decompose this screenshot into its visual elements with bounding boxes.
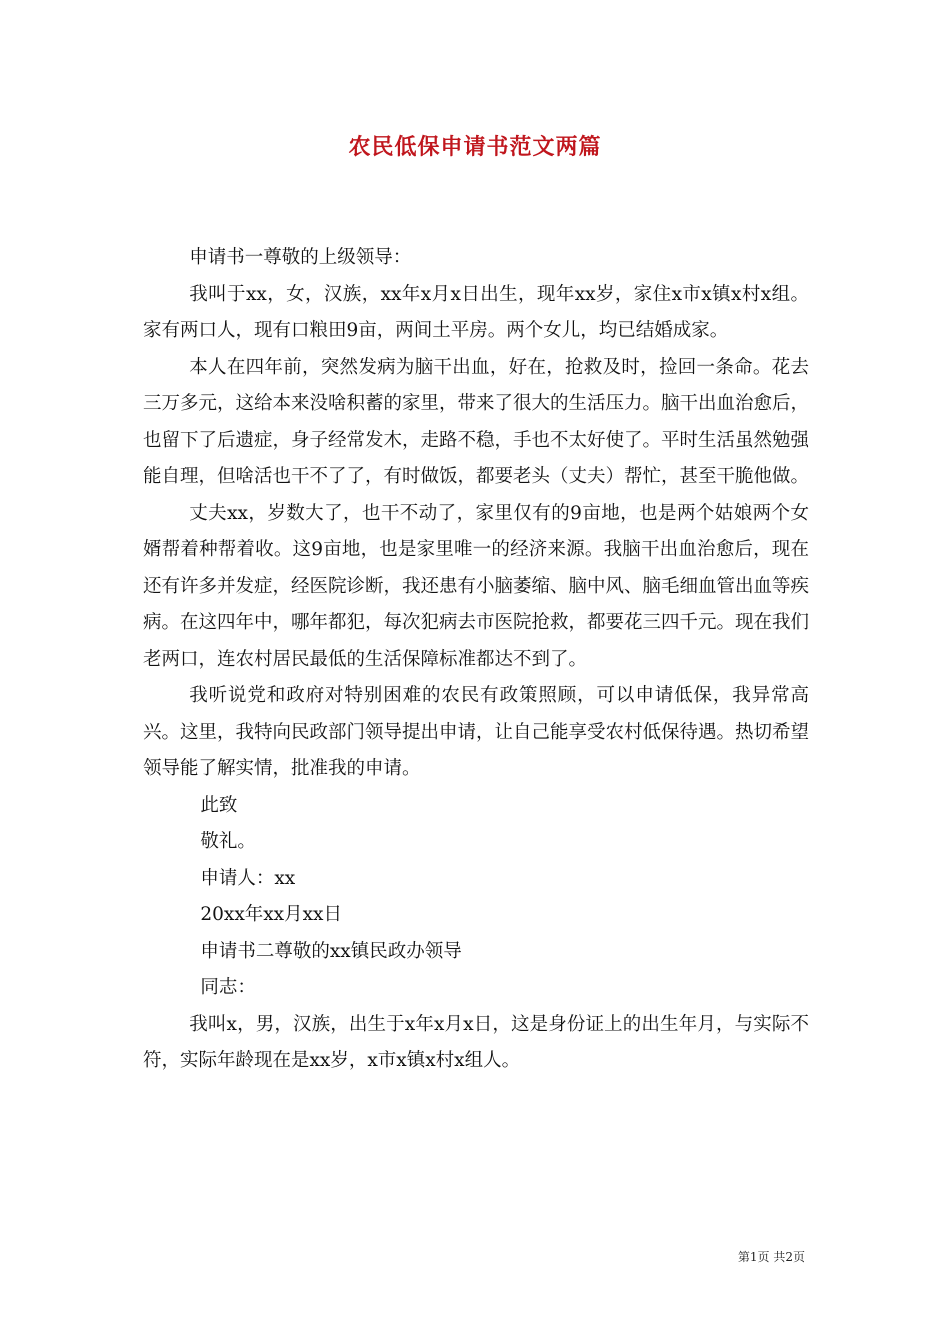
paragraph-1: 我叫于xx，女，汉族，xx年x月x日出生，现年xx岁，家住x市x镇x村x组。家有两口人，现有口粮田9亩，两间土平房。两个女儿，均已结婚成家。 xyxy=(143,283,809,341)
second-letter-paragraph-1: 我叫x，男，汉族，出生于x年x月x日，这是身份证上的出生年月，与实际不符，实际年龄现在是xx岁，x市x镇x村x组人。 xyxy=(143,1013,809,1071)
closing-jingli: 敬礼。 xyxy=(200,831,256,852)
paragraph-2: 本人在四年前，突然发病为脑干出血，好在，抢救及时，捡回一条命。花去三万多元，这给本来没啥积蓄的家里，带来了很大的生活压力。脑干出血治愈后，也留下了后遗症，身子经常发木，走路不稳，手也不太好使了。平时生活虽然勉强能自理，但啥活也干不了了，有时做饭，都要老头（丈夫）帮忙，甚至干脆他做。 xyxy=(143,356,810,487)
second-letter-salutation: 同志： xyxy=(200,977,256,998)
page-title: 农民低保申请书范文两篇 xyxy=(348,134,602,160)
paragraph-4: 我听说党和政府对特别困难的农民有政策照顾，可以申请低保，我异常高兴。这里，我特向民政部门领导提出申请，让自己能享受农村低保待遇。热切希望领导能了解实情，批准我的申请。 xyxy=(143,685,810,779)
page-number: 第1页 共2页 xyxy=(737,1250,805,1264)
applicant-name: 申请人：xx xyxy=(200,867,296,889)
closing-cizhi: 此致 xyxy=(200,794,238,816)
paragraph-3: 丈夫xx，岁数大了，也干不动了，家里仅有的9亩地，也是两个姑娘两个女婿帮着种帮着收。这9亩地，也是家里唯一的经济来源。我脑干出血治愈后，现在还有许多并发症，经医院诊断，我还患有小脑萎缩、脑中风、脑毛细血管出血等疾病。在这四年中，哪年都犯，每次犯病去市医院抢救，都要花三四千元。现在我们老两口，连农村居民最低的生活保障标准都达不到了。 xyxy=(143,502,810,670)
document-body xyxy=(143,240,809,1080)
application-date: 20xx年xx月xx日 xyxy=(200,904,342,925)
second-letter-heading: 申请书二尊敬的xx镇民政办领导 xyxy=(200,940,462,962)
salutation: 申请书一尊敬的上级领导： xyxy=(189,247,412,268)
